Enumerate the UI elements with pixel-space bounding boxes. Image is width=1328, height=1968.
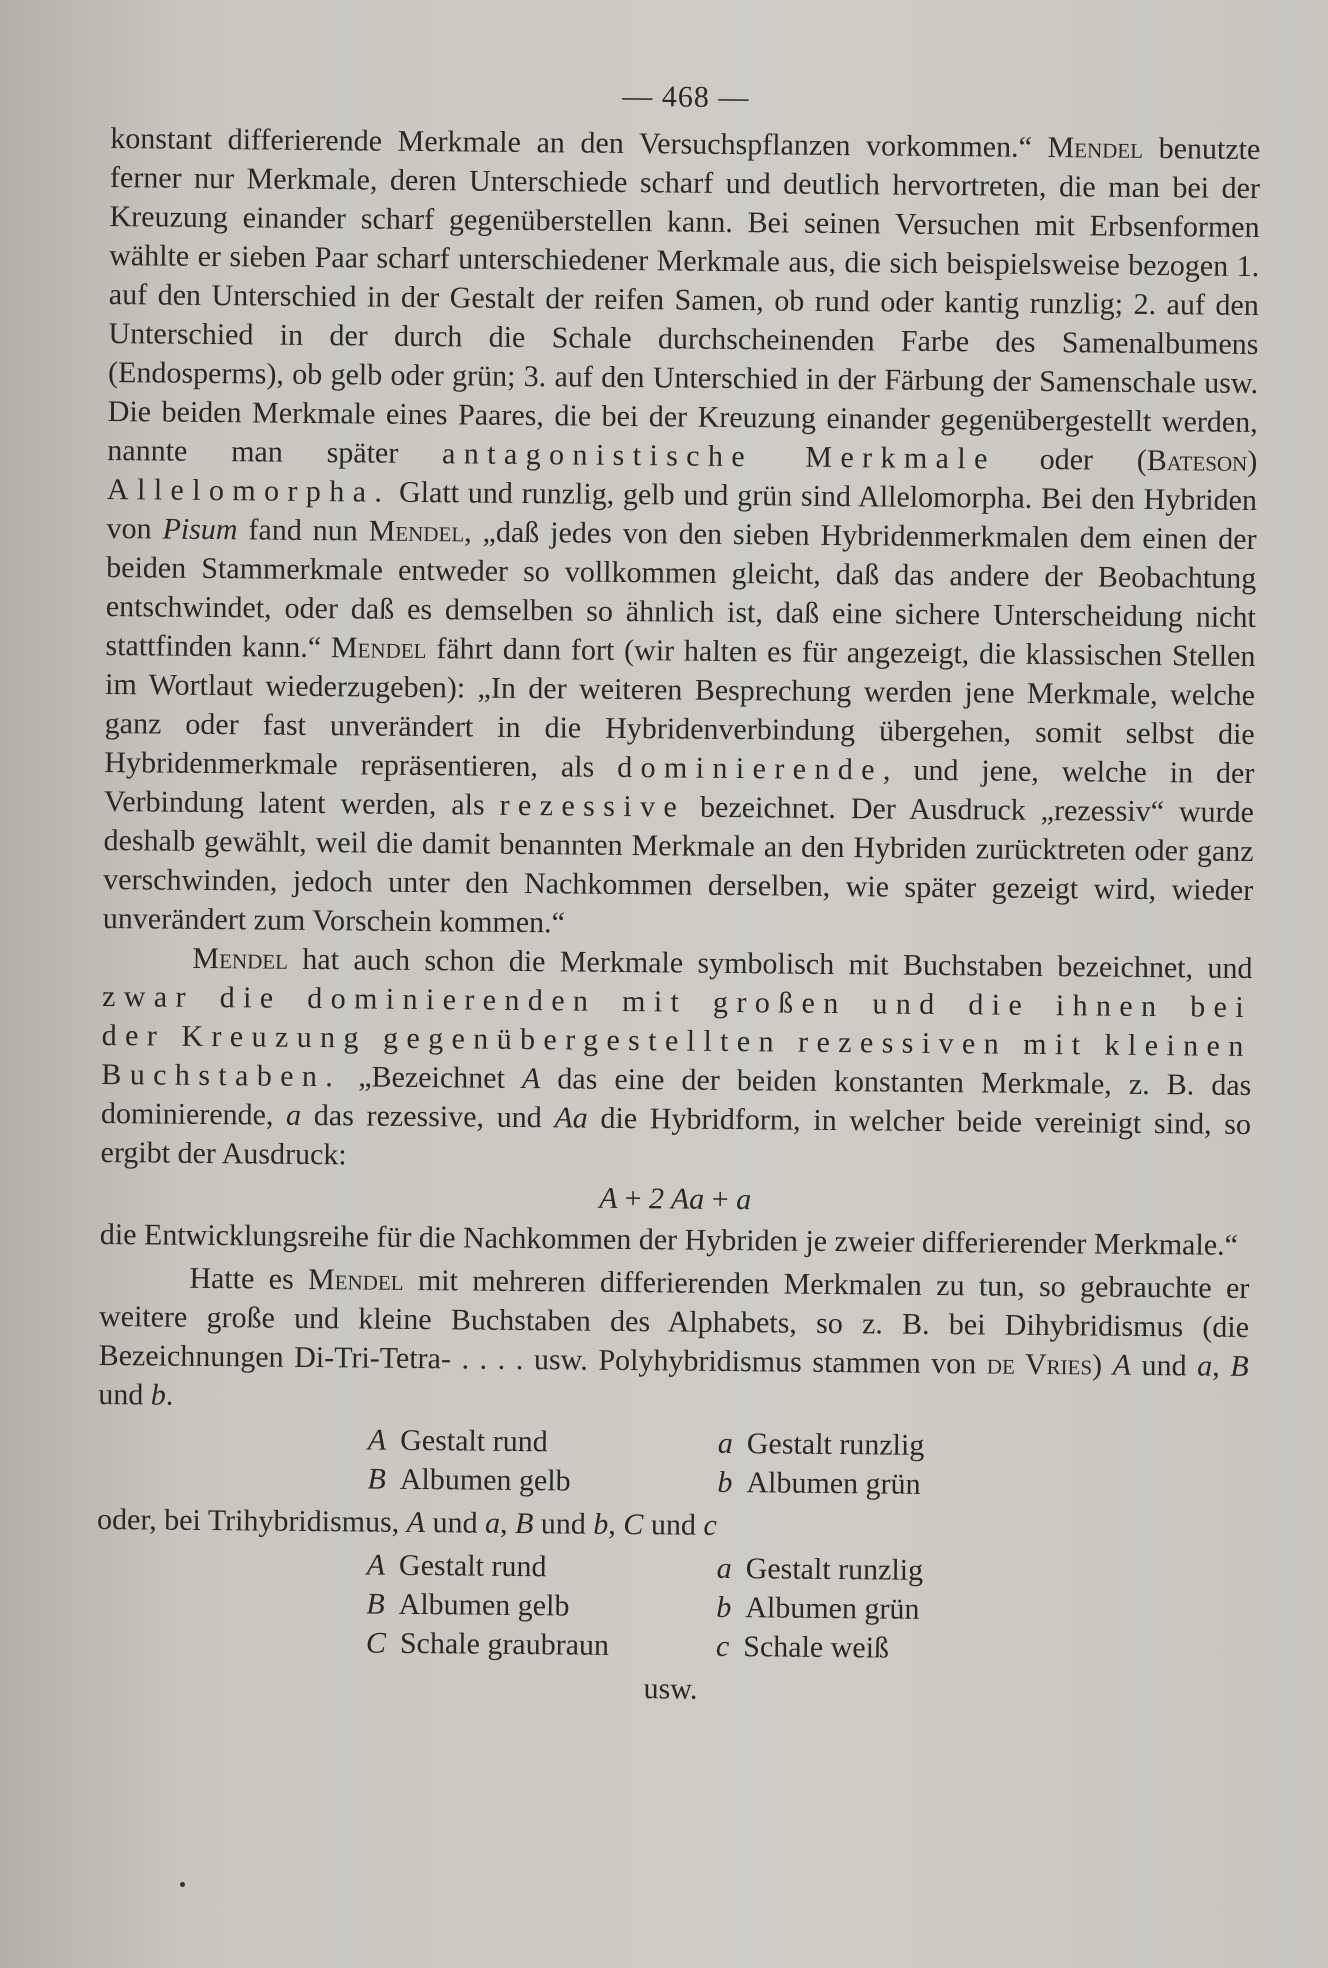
formula-term: 2 Aa bbox=[648, 1182, 705, 1216]
symbol: a bbox=[484, 1506, 501, 1540]
symbol: b bbox=[716, 1590, 732, 1625]
formula-operator: + bbox=[624, 1181, 642, 1216]
table-cell bbox=[716, 1627, 1016, 1669]
symbol: A bbox=[366, 1548, 386, 1582]
symbol: a bbox=[717, 1426, 734, 1461]
closing-usw: usw. bbox=[643, 1672, 698, 1706]
table-cell bbox=[718, 1424, 1018, 1466]
text-run: ) bbox=[1091, 1348, 1113, 1382]
symbol: c bbox=[703, 1508, 717, 1542]
text-run: das rezessive, und bbox=[300, 1098, 555, 1135]
formula-operator: + bbox=[711, 1182, 729, 1216]
symbol: A bbox=[1112, 1348, 1132, 1382]
text-run: mit mehreren differierenden Merkmalen zu tun, so gebrauchte er weitere große und kleine Buchstaben des Alphabets, so z. B. bei Dihybridismus (die Bezeichnungen Di-Tri-Tetra- . . . . usw. Polyhybridismus stammen von bbox=[98, 1263, 1250, 1381]
symbol: b bbox=[150, 1378, 166, 1412]
table-cell bbox=[367, 1460, 717, 1502]
author-name: Mendel bbox=[330, 631, 427, 666]
table-cell bbox=[366, 1546, 716, 1588]
symbol: a bbox=[285, 1098, 302, 1132]
table-cell bbox=[366, 1624, 716, 1666]
spaced-term: antagonistische Merkmale bbox=[441, 437, 996, 476]
symbol: b bbox=[593, 1507, 609, 1541]
paragraph-2 bbox=[100, 938, 1252, 1183]
formula-term: A bbox=[599, 1181, 618, 1215]
paragraph-3: die Entwicklungsreihe für die Nachkommen der Hybriden je zweier differierender Merkmale.“ bbox=[99, 1217, 1239, 1262]
author-name: Bateson bbox=[1146, 443, 1248, 478]
text-run: fährt dann fort (wir halten es für angezeigt, die klassischen Stellen im Wortlaut wiederzugeben): „In der weiteren Besprechung werden jene Merkmale, welche ganz oder fast unverändert in die Hybridenverbindung übergehen, somit selbst die Hybridenmerkmale repräsentieren, als bbox=[104, 632, 1256, 784]
author-name: Mendel bbox=[192, 941, 289, 976]
author-name: Mendel bbox=[368, 514, 465, 549]
text-run: „Bezeichnet bbox=[341, 1060, 523, 1095]
text-run: , „daß jedes von den sieben Hybridenmerkmalen dem einen der beiden Stammerkmale entweder so vollkommen gleicht, daß das andere der Beobachtung entschwindet, oder daß es demselben so ähnlich ist, daß eine sichere Unterscheidung nicht stattfinden kann.“ bbox=[105, 515, 1257, 665]
text-run: und bbox=[424, 1506, 486, 1540]
trait: Gestalt runzlig bbox=[746, 1427, 925, 1462]
symbol: A bbox=[406, 1505, 426, 1540]
symbol: C bbox=[623, 1507, 644, 1542]
spaced-emphasis: zwar die dominierenden mit großen und die ihnen bei der Kreuzung gegenübergestellten rezessiven mit kleinen Buchstaben. bbox=[101, 979, 1253, 1094]
text-run: und bbox=[1130, 1348, 1198, 1383]
trait: Schale weiß bbox=[743, 1630, 890, 1665]
spaced-term: Allelomorpha. bbox=[106, 472, 391, 509]
trait: Albumen gelb bbox=[398, 1587, 570, 1623]
dihybrid-table bbox=[367, 1421, 1248, 1507]
text-run: konstant differierende Merkmale an den Versuchspflanzen vorkommen.“ bbox=[110, 121, 1048, 164]
trait: Gestalt rund bbox=[398, 1548, 547, 1584]
author-name: Mendel bbox=[307, 1262, 404, 1297]
text-run: . bbox=[165, 1378, 174, 1412]
page-number: — 468 — bbox=[622, 79, 750, 115]
paragraph-5 bbox=[97, 1500, 1247, 1550]
trihybrid-table bbox=[366, 1546, 1247, 1671]
symbol: a bbox=[716, 1551, 732, 1586]
symbol: B bbox=[1230, 1349, 1249, 1383]
text-run: Glatt und runzlig, gelb und grün sind Allelomorpha. Bei den Hybriden von bbox=[106, 475, 1258, 546]
symbol: B bbox=[367, 1462, 386, 1496]
paragraph-1 bbox=[103, 119, 1261, 949]
text-run: hat auch schon die Merkmale symbolisch mit Buchstaben bezeichnet, und bbox=[287, 942, 1253, 985]
genus-name: Pisum bbox=[162, 512, 238, 547]
text-run: oder ( bbox=[995, 442, 1147, 477]
formula-term: a bbox=[736, 1183, 752, 1217]
symbol: C bbox=[365, 1626, 387, 1660]
text-run: , und jene, welche in der Verbindung latent werden, als bbox=[103, 753, 1255, 822]
text-run: die Hybridform, in welcher beide vereinigt sind, so ergibt der Ausdruck: bbox=[100, 1101, 1252, 1172]
trait: Albumen gelb bbox=[399, 1462, 571, 1498]
symbol: c bbox=[715, 1629, 730, 1664]
trait: Albumen grün bbox=[746, 1466, 921, 1501]
text-run: und bbox=[98, 1377, 151, 1412]
text-run: , bbox=[1212, 1349, 1231, 1383]
spaced-term: dominierende bbox=[617, 750, 884, 787]
text-run: und bbox=[643, 1508, 704, 1542]
table-cell bbox=[716, 1588, 1016, 1630]
paragraph-4 bbox=[98, 1258, 1249, 1425]
table-cell bbox=[368, 1421, 718, 1463]
table-cell bbox=[366, 1585, 716, 1627]
spaced-term: rezessive bbox=[499, 788, 686, 824]
text-run: und bbox=[533, 1507, 594, 1541]
text-run: benutzte ferner nur Merkmale, deren Unterschiede scharf und deutlich hervortreten, die man bei der Kreuzung einander scharf gegenüberstellen kann. Bei seinen Versuchen mit Erbsenformen wählte er sieben Paar scharf unterschiedener Merkmale aus, die sich beispielsweise bezogen 1. auf den Unterschied in der Gestalt der reifen Samen, ob rund oder kantig runzlig; 2. auf den Unterschied in der durch die Schale durchscheinenden Farbe des Samenalbumens (Endosperms), ob gelb oder grün; 3. auf den Unterschied in der Färbung der Samenschale usw. Die beiden Merkmale eines Paares, die bei der Kreuzung einander gegenübergestellt werden, nannte man später bbox=[107, 131, 1261, 471]
symbol: A bbox=[521, 1061, 541, 1096]
table-cell bbox=[716, 1549, 1016, 1591]
text-run: oder, bei Trihybridismus, bbox=[96, 1502, 407, 1539]
symbol: a bbox=[1197, 1349, 1213, 1383]
text-run: bezeichnet. Der Ausdruck „rezessiv“ wurde deshalb gewählt, weil die damit benannten Merkmale an den Hybriden zurücktreten oder ganz verschwinden, jedoch unter den Nachkommen derselben, wie später gezeigt wird, wieder unverändert zum Vorschein kommen.“ bbox=[102, 790, 1255, 940]
page-text bbox=[95, 72, 1261, 1714]
text-run: , bbox=[499, 1506, 516, 1540]
text-run: das eine der beiden konstanten Merkmale, z. B. das dominierende, bbox=[100, 1062, 1252, 1132]
trait: Albumen grün bbox=[745, 1591, 920, 1626]
symbol: B bbox=[514, 1506, 534, 1541]
text-run: Hatte es bbox=[189, 1261, 309, 1296]
table-cell bbox=[717, 1463, 1017, 1505]
trait: Gestalt runzlig bbox=[745, 1552, 924, 1587]
trait: Gestalt rund bbox=[400, 1423, 548, 1459]
symbol: A bbox=[367, 1423, 387, 1457]
author-name: de Vries bbox=[986, 1347, 1093, 1382]
dust-speck bbox=[180, 1882, 185, 1887]
text-run: , bbox=[608, 1507, 624, 1541]
trait: Schale graubraun bbox=[399, 1626, 610, 1662]
text-run: ) bbox=[1247, 444, 1258, 479]
symbol: B bbox=[366, 1587, 385, 1621]
symbol: Aa bbox=[554, 1101, 588, 1135]
author-name: Mendel bbox=[1047, 130, 1144, 165]
symbol: b bbox=[717, 1465, 733, 1500]
text-run: fand nun bbox=[237, 513, 369, 548]
